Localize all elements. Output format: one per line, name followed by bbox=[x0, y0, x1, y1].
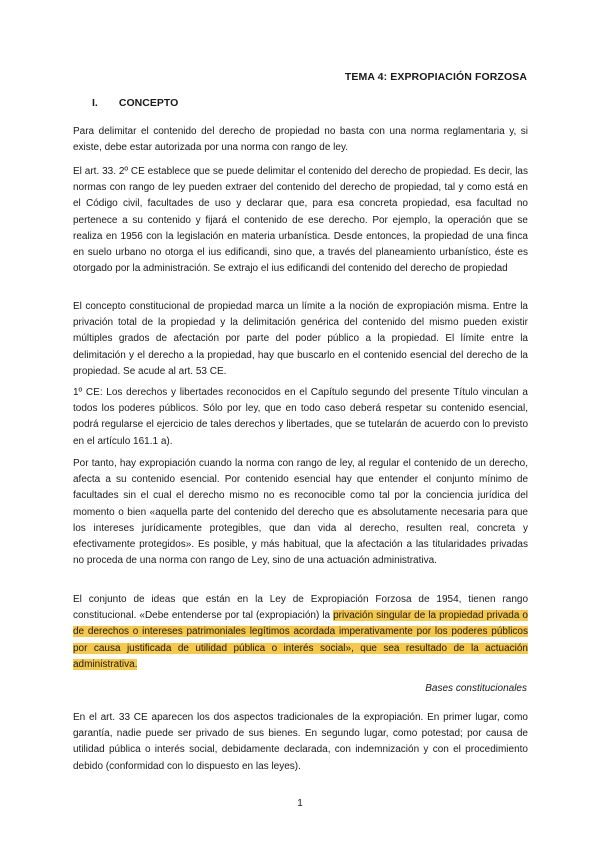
section-title: CONCEPTO bbox=[118, 97, 179, 109]
highlighted-quote: privación singular de la propiedad privada o de derechos o intereses patrimoniales legítimos acordada imperativamente por los poderes públicos por causa justificada de utilidad pública o interés social», que sea resultado de la actuación administrativa. bbox=[73, 610, 528, 670]
page-title: TEMA 4: EXPROPIACIÓN FORZOSA bbox=[344, 71, 527, 83]
paragraph-1: Para delimitar el contenido del derecho de propiedad no basta con una norma reglamentaria y, si existe, debe estar autorizada por una norma con rango de ley. bbox=[73, 126, 528, 154]
section-heading bbox=[92, 97, 178, 109]
paragraph-4: 1º CE: Los derechos y libertades reconocidos en el Capítulo segundo del presente Título vinculan a todos los poderes públicos. Sólo por ley, que en todo caso deberá respetar su contenido esencial, podrá regularse el ejercicio de tales derechos y libertades, que se tutelarán de acuerdo con lo previsto en el artículo 161.1 a). bbox=[73, 387, 528, 447]
subsection-subtitle: Bases constitucionales bbox=[425, 683, 527, 694]
paragraph-7: En el art. 33 CE aparecen los dos aspectos tradicionales de la expropiación. En primer lugar, como garantía, nadie puede ser privado de sus bienes. En segundo lugar, como potestad; por causa de utilidad pública o interés social, debidamente declarada, con indemnización y con el procedimiento debido (conformidad con lo dispuesto en las leyes). bbox=[73, 712, 528, 772]
page-number: 1 bbox=[297, 798, 303, 809]
paragraph-5: Por tanto, hay expropiación cuando la norma con rango de ley, al regular el contenido de un derecho, afecta a su contenido esencial. Por contenido esencial hay que entender el conjunto mínimo de facultades sin el cual el derecho mismo no es reconocible como tal por la conciencia jurídica del momento o bien «aquella parte del contenido del derecho que es absolutamente necesaria para que los intereses jurídicamente protegibles, que dan vida al derecho, resulten real, concreta y efectivamente protegidos». Es posible, y más habitual, que la afectación a las titularidades privadas no proceda de una norma con rango de Ley, sino de una actuación administrativa. bbox=[73, 458, 528, 567]
paragraph-2: El art. 33. 2º CE establece que se puede delimitar el contenido del derecho de propiedad. Es decir, las normas con rango de ley pueden extraer del contenido del derecho de propiedad, tal y como está en el Código civil, facultades de uso y declarar que, para esa concreta propiedad, esa facultad no pertenece a su contenido y fijará el contenido de ese derecho. Por ejemplo, la operación que se realiza en 1956 con la legislación en materia urbanística. Desde entonces, la propiedad de una finca en suelo urbano no otorga el ius edificandi, sino que, a través del planeamiento urbanístico, éste es otorgado por la administración. Se extrajo el ius edificandi del contenido del derecho de propiedad bbox=[73, 166, 528, 275]
paragraph-3: El concepto constitucional de propiedad marca un límite a la noción de expropiación misma. Entre la privación total de la propiedad y la delimitación genérica del contenido del mismo pueden existir múltiples grados de afectación por parte del poder público a la propiedad. El límite entre la delimitación y el derecho a la propiedad, hay que buscarlo en el contenido esencial del derecho de la propiedad. Se acude al art. 53 CE. bbox=[73, 301, 528, 377]
paragraph-6-text: El conjunto de ideas que están en la Ley de Expropiación Forzosa de 1954, tienen rango constitucional. «Debe entenderse por tal (expropiación) la bbox=[73, 594, 528, 622]
section-number: I. bbox=[92, 97, 98, 109]
paragraph-6 bbox=[73, 592, 528, 673]
